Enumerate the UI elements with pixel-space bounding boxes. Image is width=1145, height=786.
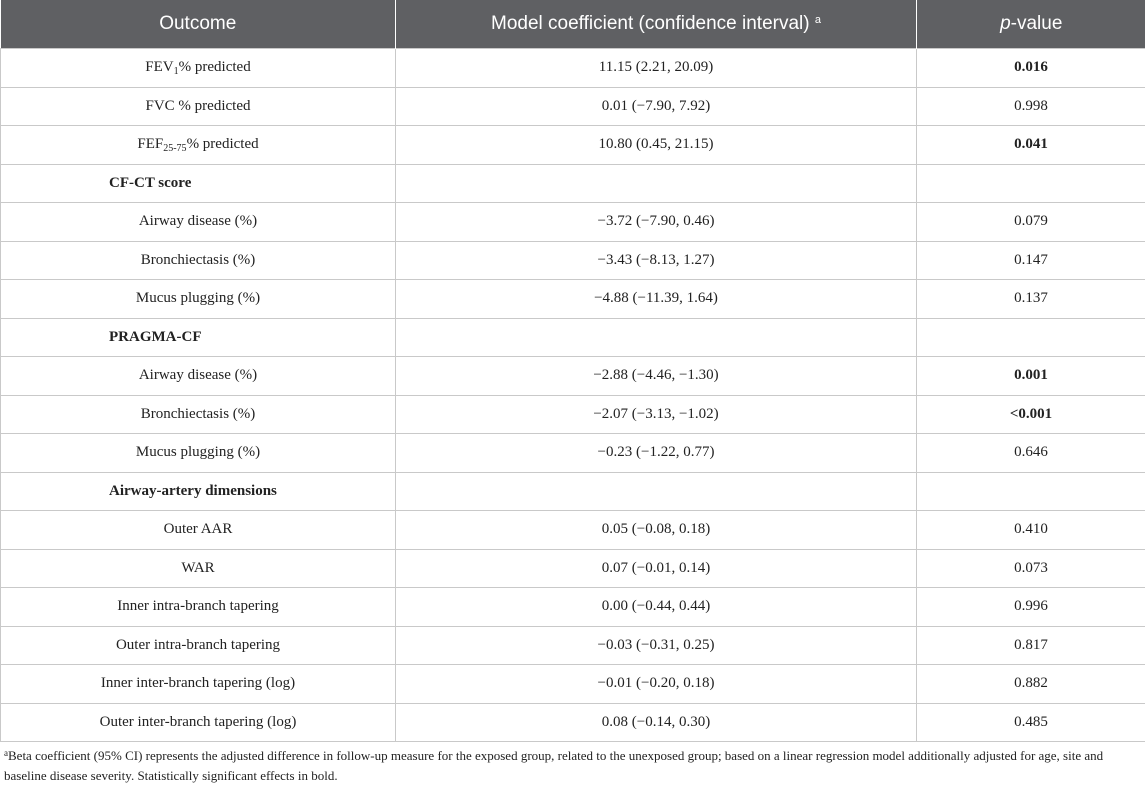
table-row — [1, 549, 1145, 588]
outcome-label: FEV — [145, 59, 174, 76]
table-row — [1, 357, 1145, 396]
outcome-label: Bronchiectasis (%) — [140, 405, 256, 422]
outcome-suffix: % predicted — [178, 59, 251, 76]
outcome-label: Airway-artery dimensions — [109, 482, 277, 499]
pvalue-cell — [917, 472, 1145, 511]
outcome-cell — [1, 549, 396, 588]
section-title — [1, 472, 396, 511]
pvalue-cell: 0.996 — [917, 588, 1145, 627]
outcome-cell — [1, 703, 396, 742]
section-title — [1, 164, 396, 203]
table-row — [1, 49, 1145, 88]
outcome-cell — [1, 588, 396, 627]
outcome-cell — [1, 126, 396, 165]
outcome-cell — [1, 49, 396, 88]
coefficient-cell: 0.08 (−0.14, 0.30) — [396, 703, 917, 742]
outcome-cell — [1, 357, 396, 396]
coefficient-cell: −3.43 (−8.13, 1.27) — [396, 241, 917, 280]
table-row — [1, 87, 1145, 126]
coefficient-cell: −0.01 (−0.20, 0.18) — [396, 665, 917, 704]
pvalue-cell: <0.001 — [917, 395, 1145, 434]
section-row — [1, 164, 1145, 203]
outcome-suffix: % predicted — [186, 136, 259, 153]
outcome-label: Inner intra-branch tapering — [117, 598, 279, 615]
pvalue-cell: 0.998 — [917, 87, 1145, 126]
header-outcome-label: Outcome — [159, 13, 237, 34]
outcome-label: FEF — [137, 136, 164, 153]
table-row — [1, 280, 1145, 319]
table-row — [1, 203, 1145, 242]
coefficient-cell — [396, 472, 917, 511]
coefficient-cell: 0.07 (−0.01, 0.14) — [396, 549, 917, 588]
outcome-label: Mucus plugging (%) — [135, 444, 261, 461]
coefficient-cell: −4.88 (−11.39, 1.64) — [396, 280, 917, 319]
table-row — [1, 588, 1145, 627]
table-row — [1, 511, 1145, 550]
footnote-marker: a — [4, 748, 8, 758]
pvalue-cell: 0.485 — [917, 703, 1145, 742]
pvalue-cell: 0.079 — [917, 203, 1145, 242]
table-row — [1, 126, 1145, 165]
header-footnote-marker: a — [814, 14, 821, 26]
outcome-cell — [1, 511, 396, 550]
section-row — [1, 472, 1145, 511]
outcome-label: Outer AAR — [163, 521, 233, 538]
outcome-label: WAR — [181, 559, 215, 576]
outcome-cell — [1, 241, 396, 280]
pvalue-cell: 0.041 — [917, 126, 1145, 165]
header-coefficient-label: Model coefficient (confidence interval) — [491, 13, 810, 34]
pvalue-cell: 0.073 — [917, 549, 1145, 588]
header-pvalue — [917, 0, 1145, 49]
outcome-label: Inner inter-branch tapering (log) — [100, 675, 296, 692]
outcome-label: Airway disease (%) — [138, 367, 258, 384]
outcome-label: CF-CT score — [109, 174, 192, 191]
pvalue-cell: 0.137 — [917, 280, 1145, 319]
header-row — [1, 0, 1145, 49]
section-row — [1, 318, 1145, 357]
coefficient-cell: 0.05 (−0.08, 0.18) — [396, 511, 917, 550]
outcome-label: Outer intra-branch tapering — [115, 636, 281, 653]
header-outcome — [1, 0, 396, 49]
coefficient-cell: −0.03 (−0.31, 0.25) — [396, 626, 917, 665]
table-row — [1, 395, 1145, 434]
coefficient-cell: 10.80 (0.45, 21.15) — [396, 126, 917, 165]
pvalue-cell: 0.882 — [917, 665, 1145, 704]
outcome-cell — [1, 665, 396, 704]
section-title — [1, 318, 396, 357]
footnote-text: Beta coefficient (95% CI) represents the adjusted difference in follow-up measure for the exposed group, related to the unexposed group; based on a linear regression model additionally adjusted for age, site and baseline disease severity. Statistically significant effects in bold. — [4, 748, 1104, 783]
coefficient-cell: 0.01 (−7.90, 7.92) — [396, 87, 917, 126]
pvalue-cell: 0.410 — [917, 511, 1145, 550]
pvalue-cell: 0.147 — [917, 241, 1145, 280]
coefficient-cell: −2.88 (−4.46, −1.30) — [396, 357, 917, 396]
coefficient-cell: −3.72 (−7.90, 0.46) — [396, 203, 917, 242]
outcome-cell — [1, 395, 396, 434]
pvalue-cell: 0.001 — [917, 357, 1145, 396]
pvalue-cell — [917, 318, 1145, 357]
outcome-label: Airway disease (%) — [138, 213, 258, 230]
header-pvalue-italic: p — [1000, 13, 1011, 34]
table-footnote — [4, 746, 1139, 786]
outcome-cell — [1, 626, 396, 665]
coefficient-cell: −0.23 (−1.22, 0.77) — [396, 434, 917, 473]
coefficient-cell: 11.15 (2.21, 20.09) — [396, 49, 917, 88]
table-row — [1, 626, 1145, 665]
pvalue-cell — [917, 164, 1145, 203]
outcome-label: FVC % predicted — [145, 97, 251, 114]
coefficient-cell: −2.07 (−3.13, −1.02) — [396, 395, 917, 434]
table-row — [1, 241, 1145, 280]
outcome-label: Bronchiectasis (%) — [140, 251, 256, 268]
table-body — [1, 49, 1145, 742]
outcome-cell — [1, 87, 396, 126]
header-coefficient — [396, 0, 917, 49]
pvalue-cell: 0.646 — [917, 434, 1145, 473]
outcome-label: Mucus plugging (%) — [135, 290, 261, 307]
outcome-label: PRAGMA-CF — [109, 328, 202, 345]
table-row — [1, 434, 1145, 473]
coefficient-cell — [396, 318, 917, 357]
header-pvalue-rest: -value — [1010, 13, 1063, 34]
outcome-subscript: 25-75 — [163, 143, 187, 155]
pvalue-cell: 0.817 — [917, 626, 1145, 665]
coefficient-cell — [396, 164, 917, 203]
outcome-label: Outer inter-branch tapering (log) — [99, 713, 297, 730]
table-row — [1, 665, 1145, 704]
table-row — [1, 703, 1145, 742]
outcome-cell — [1, 203, 396, 242]
pvalue-cell: 0.016 — [917, 49, 1145, 88]
outcome-cell — [1, 280, 396, 319]
outcome-subscript: 1 — [173, 66, 179, 78]
outcome-cell — [1, 434, 396, 473]
coefficient-cell: 0.00 (−0.44, 0.44) — [396, 588, 917, 627]
